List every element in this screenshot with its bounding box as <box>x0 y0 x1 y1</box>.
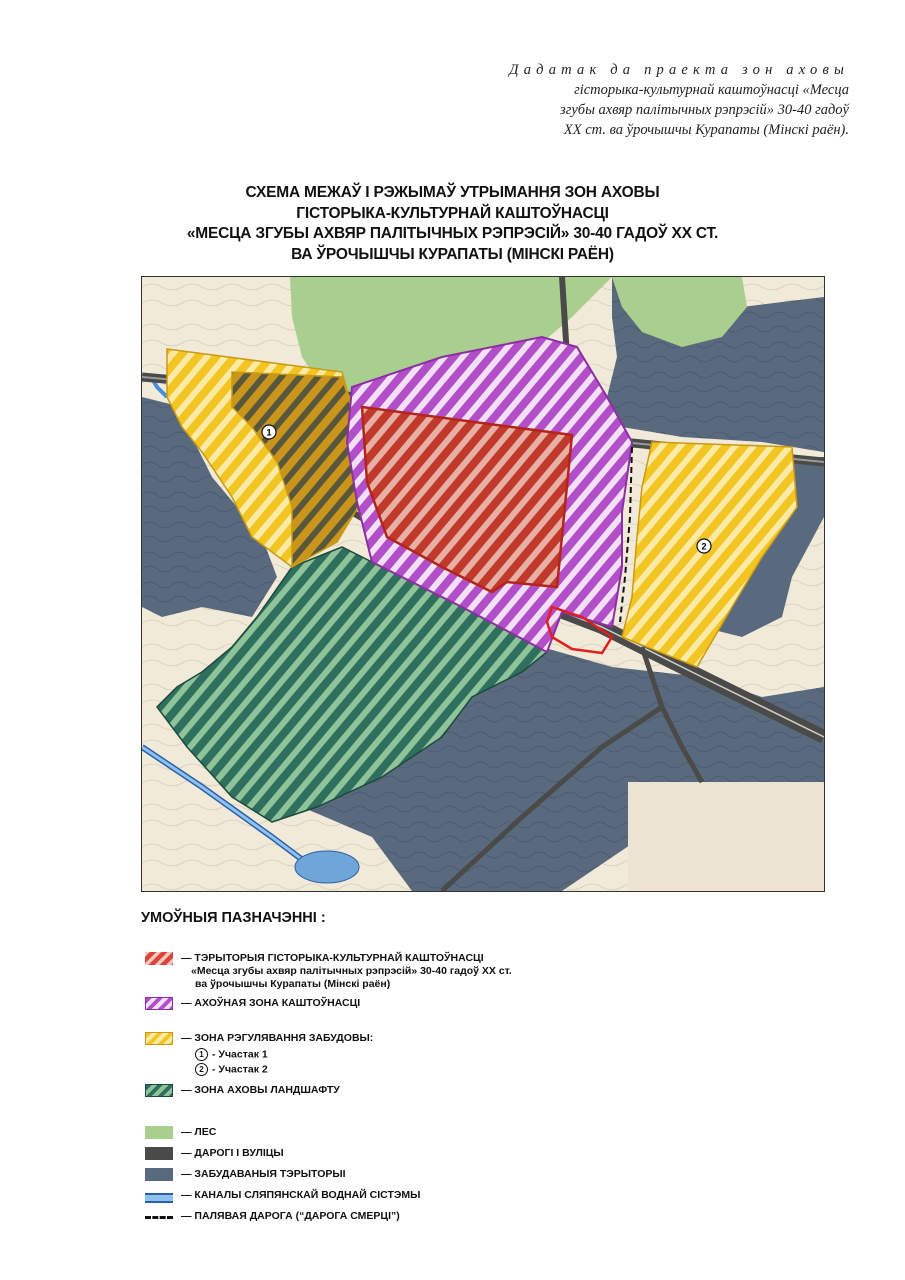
zone-map[interactable] <box>141 276 825 892</box>
legend-heritage-line-2: «Месца згубы ахвяр палітычных рэпрэсій» 30-40 гадоў XX ст. <box>191 965 512 977</box>
plot-label-1: 1 <box>266 427 272 438</box>
legend-sub-plot-1 <box>195 1048 268 1061</box>
title-line-4: ВА ЎРОЧЫШЧЫ КУРАПАТЫ (МІНСКІ РАЁН) <box>291 245 614 263</box>
page-title <box>0 183 905 265</box>
plot-marker-2 <box>697 539 711 553</box>
annex-line-4: XX ст. ва ўрочышчы Курапаты (Мінскі раён). <box>563 122 849 138</box>
legend-sub-plot-1-number: 1 <box>195 1048 208 1061</box>
legend-swatch-landscape <box>145 1084 173 1097</box>
title-line-2: ГІСТОРЫКА-КУЛЬТУРНАЙ КАШТОЎНАСЦІ <box>296 204 609 222</box>
plot-label-2: 2 <box>701 541 707 552</box>
legend-sub-plot-2-text: - Участак 2 <box>212 1063 268 1076</box>
legend-swatch-regulation <box>145 1032 173 1045</box>
legend-swatch-heritage <box>145 952 173 965</box>
legend-label-regulation: — ЗОНА РЭГУЛЯВАННЯ ЗАБУДОВЫ: <box>181 1032 374 1044</box>
legend-swatch-forest <box>145 1126 173 1139</box>
legend-swatch-field-road <box>145 1216 173 1219</box>
legend-label-landscape: — ЗОНА АХОВЫ ЛАНДШАФТУ <box>181 1084 340 1096</box>
legend-sub-plot-2-number: 2 <box>195 1063 208 1076</box>
legend-label-forest: — ЛЕС <box>181 1126 217 1138</box>
legend-label-field-road: — ПАЛЯВАЯ ДАРОГА (“ДАРОГА СМЕРЦІ”) <box>181 1210 400 1222</box>
legend-title: УМОЎНЫЯ ПАЗНАЧЭННІ : <box>141 910 326 926</box>
legend-label-canals: — КАНАЛЫ СЛЯПЯНСКАЙ ВОДНАЙ СІСТЭМЫ <box>181 1189 421 1201</box>
legend-sub-plot-2 <box>195 1063 268 1076</box>
legend-label-protection: — АХОЎНАЯ ЗОНА КАШТОЎНАСЦІ <box>181 997 361 1009</box>
title-line-1: СХЕМА МЕЖАЎ І РЭЖЫМАЎ УТРЫМАННЯ ЗОН АХОВЫ <box>245 184 660 201</box>
legend-swatch-built <box>145 1168 173 1181</box>
annex-note <box>489 60 849 140</box>
legend-heritage-line-3: ва ўрочышчы Курапаты (Мінскі раён) <box>195 978 391 990</box>
title-line-3: «МЕСЦА ЗГУБЫ АХВЯР ПАЛІТЫЧНЫХ РЭПРЭСІЙ» 30-40 ГАДОЎ XX СТ. <box>186 225 719 242</box>
annex-line-1: Дадатак да праекта зон аховы <box>509 62 849 78</box>
annex-line-3: згубы ахвяр палітычных рэпрэсій» 30-40 гадоў <box>560 102 849 118</box>
legend-label-roads: — ДАРОГІ І ВУЛІЦЫ <box>181 1147 284 1159</box>
annex-line-2: гісторыка-культурнай каштоўнасці «Месца <box>574 82 849 98</box>
legend-swatch-protection <box>145 997 173 1010</box>
plot-marker-1 <box>262 425 276 439</box>
legend-label-built: — ЗАБУДАВАНЫЯ ТЭРЫТОРЫІ <box>181 1168 346 1180</box>
legend-swatch-roads <box>145 1147 173 1160</box>
legend-heritage-line-1: — ТЭРЫТОРЫЯ ГІСТОРЫКА-КУЛЬТУРНАЙ КАШТОЎНАСЦІ <box>181 952 484 964</box>
legend-sub-plot-1-text: - Участак 1 <box>212 1048 268 1061</box>
legend-swatch-canals <box>145 1193 173 1203</box>
